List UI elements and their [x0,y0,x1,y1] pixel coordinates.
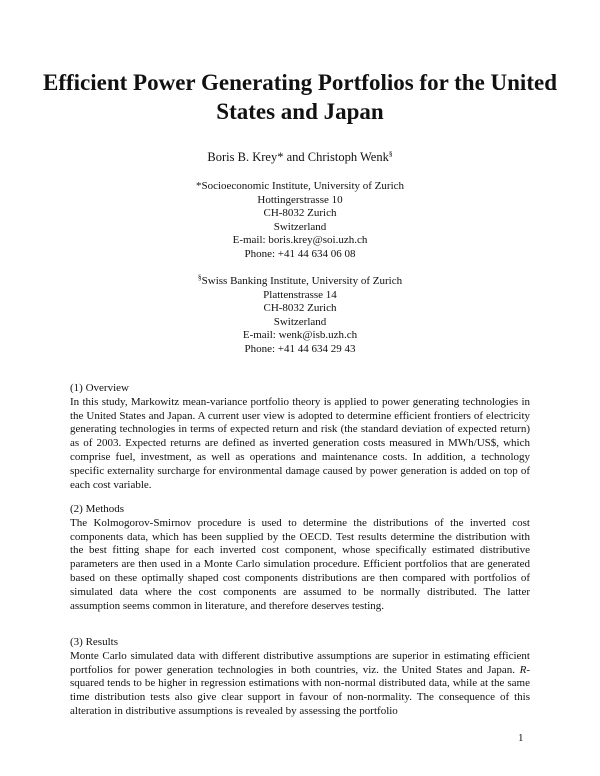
author-wenk: Christoph Wenk [307,150,389,164]
affiliation-line: Switzerland [273,220,327,233]
affiliation-mark: § [197,272,202,282]
affiliation-socioeconomic-institute [100,180,500,262]
affiliation-phone: Phone: +41 44 634 29 43 [244,342,356,355]
affiliation-email: E-mail: wenk@isb.uzh.ch [242,329,358,342]
section-heading: (3) Results [70,636,118,648]
author-krey: Boris B. Krey* [207,150,284,164]
author-wenk-mark: § [388,148,393,158]
r-squared-symbol: R [519,663,527,676]
author-connector: and [283,150,308,164]
affiliation-line: Switzerland [273,315,327,328]
section-methods [70,503,530,613]
affiliation-swiss-banking-institute [100,272,500,357]
section-body: The Kolmogorov-Smirnov procedure is used to determine the distributions of the inverted cost components data, which has been supplied by the OECD. Test results determine the distribution with the best fitting shape for each inverted cost component, whose specifically estimated distributive parameters are then used in a Monte Carlo simulation procedure. Efficient portfolios that are generated based on these optimally shaped cost components distributions are then compared with portfolios of simulated data where the cost components are assumed to be normally distributed. The latter assumption seems common in literature, and therefore deserves testing. [70,516,530,612]
affiliation-email: E-mail: boris.krey@soi.uzh.ch [232,234,368,247]
affiliation-line: Hottingerstrasse 10 [257,193,343,206]
section-heading: (1) Overview [70,382,129,394]
affiliation-phone: Phone: +41 44 634 06 08 [244,247,356,260]
page-number: 1 [518,732,524,744]
section-overview [70,382,530,492]
author-line [40,150,560,165]
section-body: In this study, Markowitz mean-variance portfolio theory is applied to power generating technologies in the United States and Japan. A current user view is adopted to determine efficient frontiers of electricity generating technologies in terms of expected return and risk (the standard deviation of expected return) as of 2003. Expected returns are defined as inverted generation costs measured in MWh/US$, which comprise fuel, investment, as well as operations and maintenance costs. In addition, a technology specific externality surcharge for environmental damage caused by power generation is added on top of each cost variable. [70,395,530,491]
section-body: Monte Carlo simulated data with different distributive assumptions are superior in estimating efficient portfolios for power generation technologies in both countries, viz. the United States and Japan. R-squared tends to be higher in regression estimations with non-normal distributed data, while at the same time distribution tests also give clear support in favour of non-normality. The consequence of this alteration in distributive assumptions is revealed by assessing the portfolio [70,649,530,717]
section-heading: (2) Methods [70,503,125,515]
affiliation-line: §Swiss Banking Institute, University of Zurich [197,272,403,287]
affiliation-line: *Socioeconomic Institute, University of Zurich [195,180,405,192]
affiliation-line: Plattenstrasse 14 [263,288,337,301]
section-results [70,636,530,719]
affiliation-mark: * [195,180,202,192]
affiliation-line: CH-8032 Zurich [263,207,337,220]
affiliation-line: CH-8032 Zurich [263,302,337,315]
paper-title: Efficient Power Generating Portfolios for the United States and Japan [43,70,557,124]
